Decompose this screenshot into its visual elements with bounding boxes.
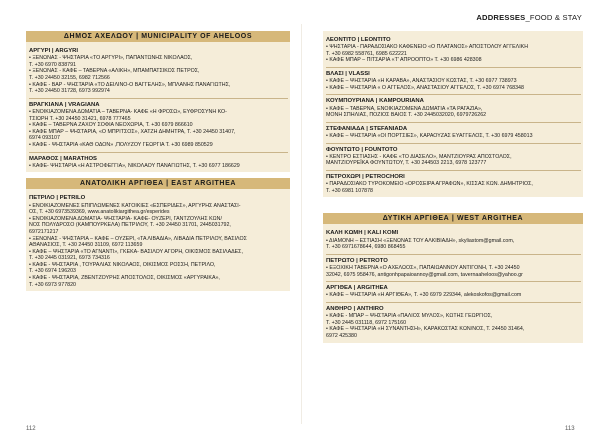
page-number-left: 112 <box>26 426 36 432</box>
section-east-argithea <box>26 189 290 291</box>
page-number-right: 113 <box>565 426 575 432</box>
address-entry: • ΚΑΦΕ - ΒΑΡ - ΨΗΣΤΑΡΙΑ «ΤΟ ΔΕΙΛΙΝΟ-Ο ΒΑΓΓΕΛΗΣ», ΜΠΛΑΝΗΣ ΠΑΝΑΓΙΩΤΗΣ, <box>29 81 231 88</box>
address-entry: ΟΣ, Τ. +30 6973539369, www.anatolikiargithea.gr/esperides <box>29 209 170 216</box>
village-title: ΦΟΥΝΤΩΤΟ | FOUNTOTO <box>326 146 398 153</box>
village-title: ΑΡΓΥΡΙ | ARGYRI <box>29 48 79 54</box>
village-title: ΑΝΘΗΡΟ | ANTHIRO <box>326 305 384 312</box>
address-entry: ΜΟΝΗ ΣΠΗΛΙΑΣ, ΠΟΖΙΟΣ ΒΑΙΟΣ Τ. +30 2445032020, 6979726262 <box>326 112 487 119</box>
address-block <box>29 102 288 149</box>
divider <box>326 281 581 282</box>
village-title: ΚΟΥΜΠΟΥΡΙΑΝΑ | KAMPOURIANA <box>326 98 424 105</box>
divider <box>29 152 288 153</box>
address-entry: • ΚΑΦΕ - ΨΗΣΤΑΡΙΑ, ΖΒΕΝΤΖΟΥΡΗΣ ΑΠΟΣΤΟΛΟΣ, ΟΙΚΙΣΜΟΣ «ΑΡΓΥΡΑΙΚΑ», <box>29 275 220 282</box>
address-entry: Τ. +30 6973 977820 <box>29 281 76 288</box>
address-block <box>326 147 581 167</box>
address-entry: • ΕΝΟΙΚΙΑΖΟΜΕΝΑ ΔΩΜΑΤΙΑ- ΨΗΣΤΑΡΙΑ- ΚΑΦΕ- ΟΥΖΕΡΙ, ΓΑΝΤΖΟΥΛΗΣ ΚΩΝ/ <box>29 215 222 222</box>
address-entry: • ΞΕΝΩΝΑΣ - ΚΑΦΕ – ΤΑΒΕΡΝΑ «ΑΛΙΚΗ», ΜΠΑΜΠΑΤΣΙΚΟΣ ΠΕΤΡΟΣ, <box>29 68 200 75</box>
village-title: ΣΤΕΦΑΝΙΑΔΑ | STEFANIADA <box>326 125 408 132</box>
divider <box>326 67 581 68</box>
banner-aheloos: ΔΗΜΟΣ ΑΧΕΛΩΟΥ | MUNICIPALITY OF AHELOOS <box>26 31 290 42</box>
address-entry: Τ. +30 2445 031921, 6973 734316 <box>29 255 110 262</box>
address-entry: • ΔΙΑΜΟΝΗ – ΕΣΤΙΑΣΗ «ΞΕΝΩΝΑΣ ΤΟΥ ΑΛΚΙΒΙΑΔΗ», skyliastom@gmail.com, <box>326 237 515 244</box>
address-entry: Τ. +30 24450 31728, 6973 992974 <box>29 88 110 95</box>
address-entry: Τ. +30 6974 196203 <box>29 268 76 275</box>
address-block <box>326 71 581 91</box>
address-entry: • ΚΑΦΕ ΜΠΑΡ – ΠΙΤΣΑΡΙΑ «Τ' ΑΠΡΟΟΠΤΟ» Τ. +30 6986 428308 <box>326 57 482 64</box>
divider <box>326 143 581 144</box>
address-entry: 6972171217 <box>29 228 59 235</box>
header-title-bold: ADDRESSES <box>476 13 526 22</box>
address-entry: • ΚΑΦΕ – ΨΗΣΤΑΡΙΑ «ΟΙ ΠΟΡΤΣΙΕΣ», ΚΑΡΑΟΥΖΑΣ ΕΥΑΓΓΕΛΟΣ, Τ. +30 6979 458013 <box>326 132 533 139</box>
address-entry: • ΚΑΦΕ – ΨΗΣΤΑΡΙΑ « Ο ΑΓΓΕΛΟΣ», ΑΝΑΣΤΑΣΙΟΥ ΑΓΓΕΛΟΣ, Τ. +30 6974 768348 <box>326 84 524 91</box>
address-entry: • ΚΑΦΕ - ΨΗΣΤΑΡΙΑ , ΤΟΥΡΑΛΙΑΣ ΝΙΚΟΛΑΟΣ, ΟΙΚΙΣΜΟΣ ΡΟΣΣΗ, ΠΕΤΡΙΛΟ, <box>29 261 216 268</box>
village-title: ΠΕΤΡΙΛΟ | PETRILO <box>29 195 86 202</box>
village-title: ΠΕΤΡΟΧΩΡΙ | PETROCHORI <box>326 173 405 180</box>
address-entry: 6974 093107 <box>29 135 60 142</box>
banner-east-argithea: ΑΝΑΤΟΛΙΚΗ ΑΡΓΙΘΕΑ | EAST ARGITHEA <box>26 178 290 189</box>
divider <box>326 94 581 95</box>
banner-west-argithea: ΔΥΤΙΚΗ ΑΡΓΙΘΕΑ | WEST ARGITHEA <box>323 213 583 224</box>
address-block <box>326 98 581 118</box>
village-title: ΚΑΛΗ ΚΩΜΗ | KALI KOMI <box>326 230 399 237</box>
address-block <box>326 174 581 194</box>
header-title-rest: _FOOD & STAY <box>525 13 582 22</box>
address-entry: • ΚΑΦΕ ΜΠΑΡ – ΨΗΣΤΑΡΙΑ, «Ο ΜΠΡΙΤΣΟΣ», ΧΑΤΖΗ ΔΗΜΗΤΡΑ, Τ. +30 24450 31407, <box>29 128 236 135</box>
section-aheloos <box>26 42 290 172</box>
address-entry: Τ. +30 6982 558761, 6985 622221 <box>326 50 407 57</box>
address-block <box>29 156 288 170</box>
address-entry: • ΚΑΦΕ – ΨΗΣΤΑΡΙΑ «ΤΟ ΑΓΝΑΝΤΙ», ΓΚΕΚΑ- ΒΑΣΙΛΟΥ ΑΓΟΡΗ, ΟΙΚΙΣΜΟΣ ΒΑΣΙΛΑΔΕΣ, <box>29 248 243 255</box>
divider <box>326 302 581 303</box>
address-entry: • ΞΕΝΩΝΑΣ - ΨΗΣΤΑΡΙΑ – ΚΑΦΕ – ΟΥΖΕΡΙ, «ΤΑ ΛΙΒΑΔΙΑ», ΛΙΒΑΔΙΑ ΠΕΤΡΙΛΟΥ, ΒΑΣΙΛΟΣ <box>29 235 247 242</box>
left-page <box>26 31 290 291</box>
address-entry: ΝΟΣ ΠΟΛΥΔΡΟΣΟ (ΚΑΜΠΟΥΡΚΕΛΑ) ΠΕΤΡΙΛΟΥ, Τ. +30 24450 31701, 2445031792, <box>29 222 231 229</box>
page-fold <box>301 24 302 424</box>
address-entry: • ΚΑΦΕ – ΤΑΒΕΡΝΑ, ΕΝΟΙΚΙΑΖΟΜΕΝΑ ΔΩΜΑΤΙΑ «ΤΑ ΡΑΓΑΖΙΑ», <box>326 105 483 112</box>
village-title: ΒΛΑΣΙ | VLASSI <box>326 70 370 77</box>
village-title: ΠΕΤΡΩΤΟ | PETROTO <box>326 257 388 264</box>
address-entry: ΜΑΝΤΖΙΟΥΡΕΪΚΑ ΦΟΥΝΤΩΤΟΥ, Τ. +30 244503 2213, 6978 123777 <box>326 160 487 167</box>
address-block <box>326 306 581 340</box>
divider <box>29 98 288 99</box>
address-entry: Τ. +30 2445 031118, 6972 175160 <box>326 319 407 326</box>
address-entry: 6972 425380 <box>326 332 357 339</box>
address-block <box>326 230 581 250</box>
divider <box>326 122 581 123</box>
address-entry: ΤΣΙΩΡΗ Τ. +30 24450 31421, 6978 777465 <box>29 115 131 122</box>
address-block <box>326 126 581 140</box>
page-header <box>476 13 582 22</box>
address-block <box>29 195 288 288</box>
village-title: ΒΡΑΓΚΙΑΝΑ | VRAGIANA <box>29 101 100 108</box>
village-title: ΛΕΟΝΤΙΤΟ | LEONTITO <box>326 37 391 43</box>
section-west-argithea <box>323 224 583 342</box>
address-entry: Τ. +30 6971678644, 6980 868455 <box>326 244 406 251</box>
divider <box>326 170 581 171</box>
address-entry: • ΕΞΟΧΙΚΗ ΤΑΒΕΡΝΑ «Ο ΑΧΕΛΩΟΣ», ΠΑΠΑΙΩΑΝΝΟΥ ΑΝΤΙΓΟΝΗ, Τ. +30 24450 <box>326 264 520 271</box>
address-entry: • ΚΑΦΕ - ΜΠΑΡ – ΨΗΣΤΑΡΙΑ «ΠΑΛΙΟΣ ΜΥΛΟΣ», ΚΩΤΗΣ ΓΕΩΡΓΙΟΣ, <box>326 313 493 320</box>
address-entry: Τ. +30 6970 838791 <box>29 61 76 68</box>
address-entry: • ΚΑΦΕ – ΨΗΣΤΑΡΙΑ «Η ΣΥΝΑΝΤΗΣΗ», ΚΑΡΑΚΩΣΤΑΣ ΚΩΝ/ΝΟΣ, Τ. 24450 31464, <box>326 326 525 333</box>
address-entry: • ΚΑΦΕ – ΨΗΣΤΑΡΙΑ «Η ΚΑΡΑΒΑ», ΑΝΑΣΤΑΣΙΟΥ ΚΩΣΤΑΣ, Τ. +30 6977 738973 <box>326 78 517 85</box>
section-argithea-villages <box>323 31 583 197</box>
right-page <box>323 31 583 343</box>
address-block <box>326 258 581 278</box>
address-entry: • ΕΝΟΙΚΙΑΖΟΜΕΝΑ ΔΩΜΑΤΙΑ – ΤΑΒΕΡΝΑ- ΚΑΦΕ «Η ΦΡΟΣΩ», ΕΥΦΡΟΣΥΝΗ ΚΟ- <box>29 108 227 115</box>
address-entry: • ΚΑΦΕ- ΨΗΣΤΑΡΙΑ «Η ΑΣΤΡΟΦΕΓΓΙΑ», ΝΙΚΟΛΑΟΥ ΠΑΝΑΓΙΩΤΗΣ, Τ. +30 6977 186629 <box>29 162 240 169</box>
divider <box>326 254 581 255</box>
address-entry: 32042, 6975 958476, antigonhpapaioannoy@gmail.com, tavernaaheloos@yahoo.gr <box>326 271 523 278</box>
address-entry: • ΚΑΦΕ - ΨΗΣΤΑΡΙΑ «ΚΑΘ ΟΔΟΝ» ,ΠΟΛΥΖΟΥ ΓΕΩΡΓΙΑ Τ. +30 6989 850529 <box>29 141 213 148</box>
village-title: ΑΡΓΙΘΕΑ | ARGITHEA <box>326 285 388 292</box>
address-entry: • ΠΑΡΑΔΟΣΙΑΚΟ ΤΥΡΟΚΟΜΕΙΟ «ΟΡΟΣΕΙΡΑ ΑΓΡΑΦΩΝ», ΚΙΣΣΑΣ ΚΩΝ. ΔΗΜΗΤΡΙΟΣ, <box>326 181 533 188</box>
address-entry: • ΞΕΝΩΝΑΣ - ΨΗΣΤΑΡΙΑ «ΤΟ ΑΡΓΥΡΙ», ΠΑΠΑΝΤΩΝΗΣ ΝΙΚΟΛΑΟΣ, <box>29 55 193 62</box>
address-block <box>29 48 288 95</box>
address-entry: Τ. +30 24450 32155, 6982 712566 <box>29 74 110 81</box>
address-block <box>326 37 581 64</box>
address-block <box>326 285 581 299</box>
address-entry: Τ. +30 6981 107878 <box>326 187 373 194</box>
address-entry: ΑΘΑΝΑΣΙΟΣ, Τ. +30 24450 31109, 6972 113659 <box>29 242 143 249</box>
address-entry: • ΨΗΣΤΑΡΙΑ - ΠΑΡΑΔΟΣΙΑΚΟ ΚΑΦΕΝΕΙΟ «Ο ΠΛΑΤΑΝΟΣ» ΑΠΟΣΤΟΛΟΥ ΑΓΓΕΛΙΚΗ <box>326 44 529 51</box>
address-entry: • ΚΑΦΕ – ΨΗΣΤΑΡΙΑ «Η ΑΡΓΙΘΕΑ», Τ. +30 6979 229344, alekoskofos@gmail.com <box>326 292 522 299</box>
address-entry: • ΚΕΝΤΡΟ ΕΣΤΙΑΣΗΣ - ΚΑΦΕ «ΤΟ ΔΙΑΣΕΛΟ», ΜΑΝΤΖΙΟΥΡΑΣ ΑΠΟΣΤΟΛΟΣ, <box>326 153 512 160</box>
address-entry: • ΕΝΟΙΚΙΑΖΟΜΕΝΕΣ ΕΠΙΠΛΩΜΕΝΕΣ ΚΑΤΟΙΚΙΕΣ «ΕΣΠΕΡΙΔΕΣ», ΑΡΓΥΡΗΣ ΑΝΑΣΤΑΣΙ- <box>29 202 241 209</box>
village-title: ΜΑΡΑΘΟΣ | MARATHOS <box>29 155 97 162</box>
address-entry: • ΚΑΦΕ – ΤΑΒΕΡΝΑ ΖΑΧΟΥ ΣΟΦΙΑ ΝΕΟΧΩΡΙΑ, Τ. +30 6979 866610 <box>29 122 193 129</box>
